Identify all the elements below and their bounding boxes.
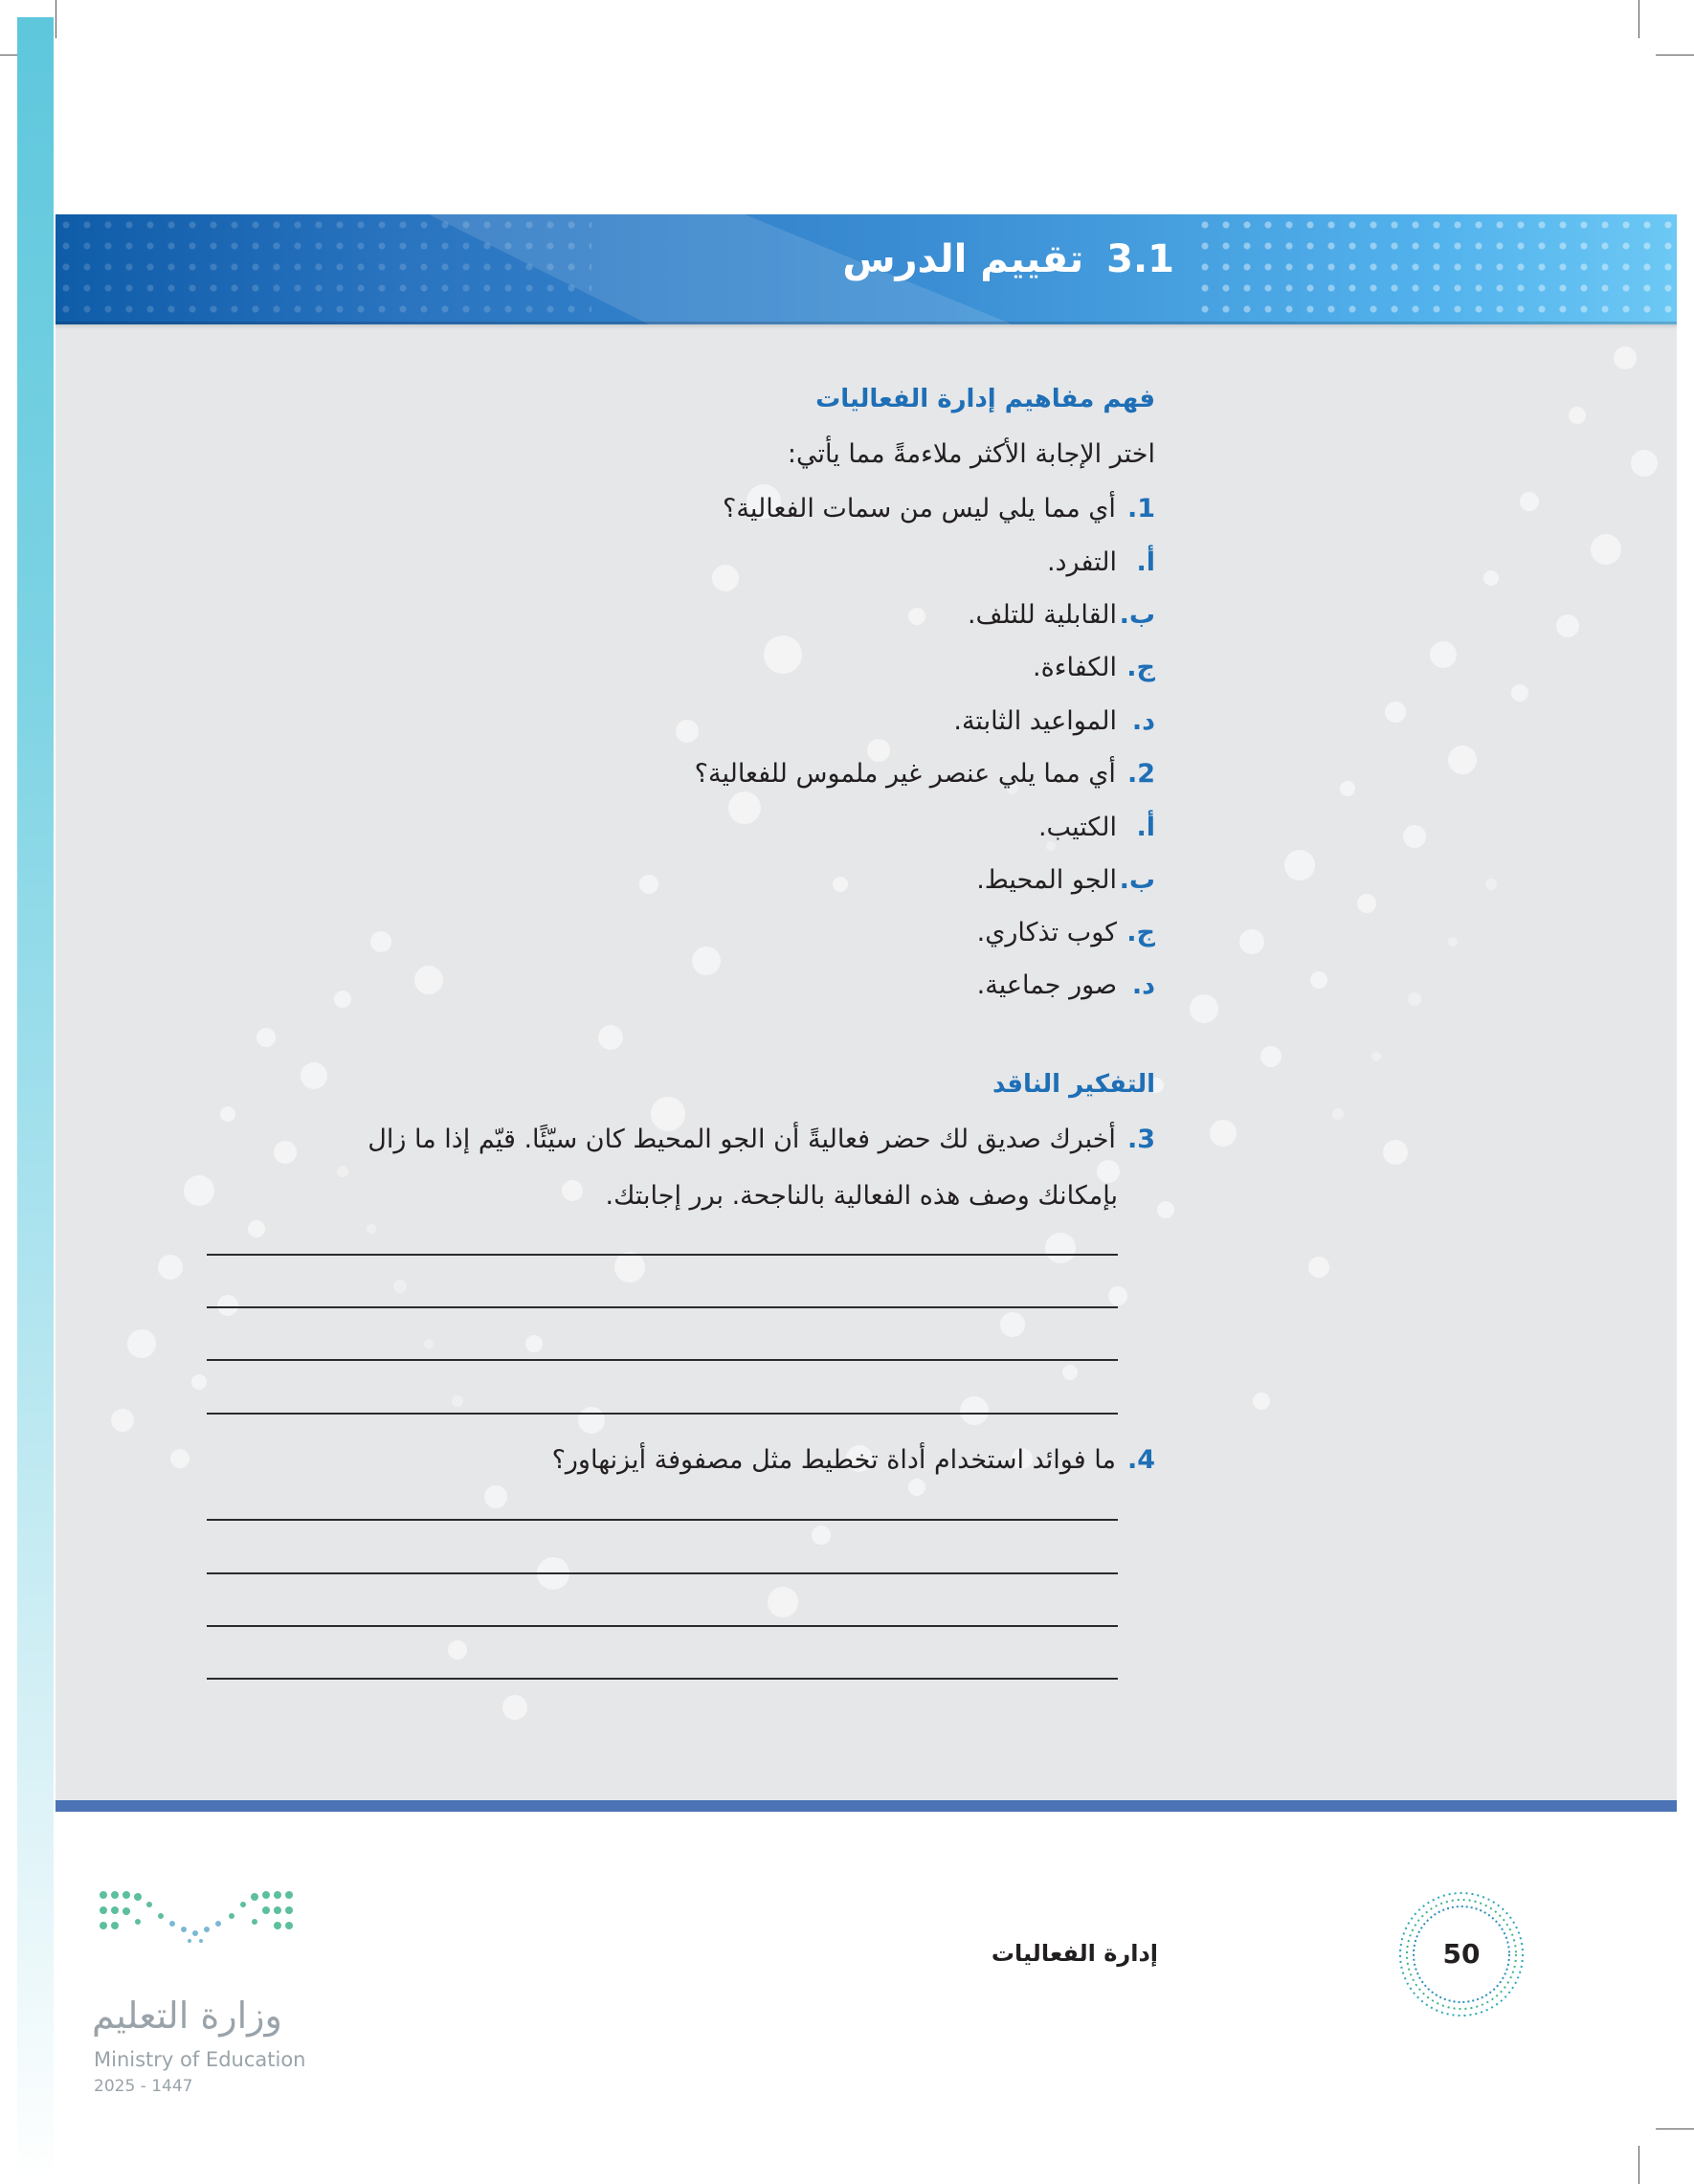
crop-mark xyxy=(1656,2128,1694,2129)
option-text: صور جماعية. xyxy=(976,970,1117,1000)
option-letter: ب. xyxy=(1119,600,1155,630)
edition-year: 2025 - 1447 xyxy=(94,2077,193,2096)
option-item[interactable] xyxy=(1047,545,1155,581)
section-heading-concepts: فهم مفاهيم إدارة الفعاليات xyxy=(815,385,1155,413)
option-text: كوب تذكاري. xyxy=(976,918,1117,947)
option-text: الكتيب. xyxy=(1037,813,1117,842)
option-text: الكفاءة. xyxy=(1033,653,1117,682)
answer-line[interactable] xyxy=(207,1254,1118,1256)
ministry-logo-icon xyxy=(94,1883,304,1989)
question-text: ما فوائد استخدام أداة تخطيط مثل مصفوفة أيزنهاور؟ xyxy=(551,1445,1116,1475)
bottom-bar xyxy=(56,1800,1677,1812)
page-number: 50 xyxy=(1442,1938,1481,1970)
question-text: أخبرك صديق لك حضر فعاليةً أن الجو المحيط كان سيّئًا. قيّم إذا ما زال xyxy=(368,1125,1116,1154)
answer-line[interactable] xyxy=(207,1306,1118,1308)
book-title: إدارة الفعاليات xyxy=(991,1940,1158,1967)
option-letter: أ. xyxy=(1136,813,1155,842)
option-letter: أ. xyxy=(1136,547,1155,577)
banner-shadow xyxy=(56,322,1677,329)
option-text: المواعيد الثابتة. xyxy=(953,706,1117,736)
decorative-side-strip xyxy=(17,17,54,2184)
option-letter: ج. xyxy=(1126,918,1155,947)
ministry-name-arabic: وزارة التعليم xyxy=(92,1995,282,2037)
question-4 xyxy=(552,1442,1155,1479)
question-3 xyxy=(368,1122,1155,1158)
crop-mark xyxy=(1656,55,1694,56)
question-2 xyxy=(695,756,1155,792)
crop-mark xyxy=(1638,2146,1639,2184)
option-item[interactable] xyxy=(953,703,1155,740)
section-heading-critical-thinking: التفكير الناقد xyxy=(992,1070,1155,1099)
question-text: أي مما يلي ليس من سمات الفعالية؟ xyxy=(723,494,1116,524)
option-item[interactable] xyxy=(976,862,1155,899)
option-letter: د. xyxy=(1131,970,1155,1000)
section-number: 3.1 xyxy=(1106,237,1174,281)
question-number: 2. xyxy=(1126,759,1155,789)
question-number: 4. xyxy=(1126,1445,1155,1475)
answer-line[interactable] xyxy=(207,1678,1118,1680)
option-text: التفرد. xyxy=(1046,547,1117,577)
answer-line[interactable] xyxy=(207,1519,1118,1521)
option-item[interactable] xyxy=(968,597,1155,634)
answer-line[interactable] xyxy=(207,1572,1118,1574)
section-title: تقييم الدرس xyxy=(842,237,1084,281)
question-number: 3. xyxy=(1126,1125,1155,1154)
ministry-name-english: Ministry of Education xyxy=(94,2048,306,2071)
lesson-review-title xyxy=(842,237,1174,281)
option-text: الجو المحيط. xyxy=(976,865,1117,895)
question-1 xyxy=(723,491,1155,527)
question-number: 1. xyxy=(1126,494,1155,524)
crop-mark xyxy=(1638,0,1639,38)
option-letter: ج. xyxy=(1126,653,1155,682)
option-letter: ب. xyxy=(1119,865,1155,895)
option-text: القابلية للتلف. xyxy=(967,600,1117,630)
option-letter: د. xyxy=(1131,706,1155,736)
option-item[interactable] xyxy=(1038,810,1155,846)
option-item[interactable] xyxy=(1033,650,1155,686)
option-item[interactable] xyxy=(977,915,1155,951)
instruction-text: اختر الإجابة الأكثر ملاءمةً مما يأتي: xyxy=(787,439,1155,469)
question-text: أي مما يلي عنصر غير ملموس للفعالية؟ xyxy=(694,759,1116,789)
answer-line[interactable] xyxy=(207,1413,1118,1415)
answer-line[interactable] xyxy=(207,1359,1118,1361)
option-item[interactable] xyxy=(977,968,1155,1004)
question-3-continued: بإمكانك وصف هذه الفعالية بالناجحة. برر إجابتك. xyxy=(605,1181,1118,1211)
answer-line[interactable] xyxy=(207,1625,1118,1627)
